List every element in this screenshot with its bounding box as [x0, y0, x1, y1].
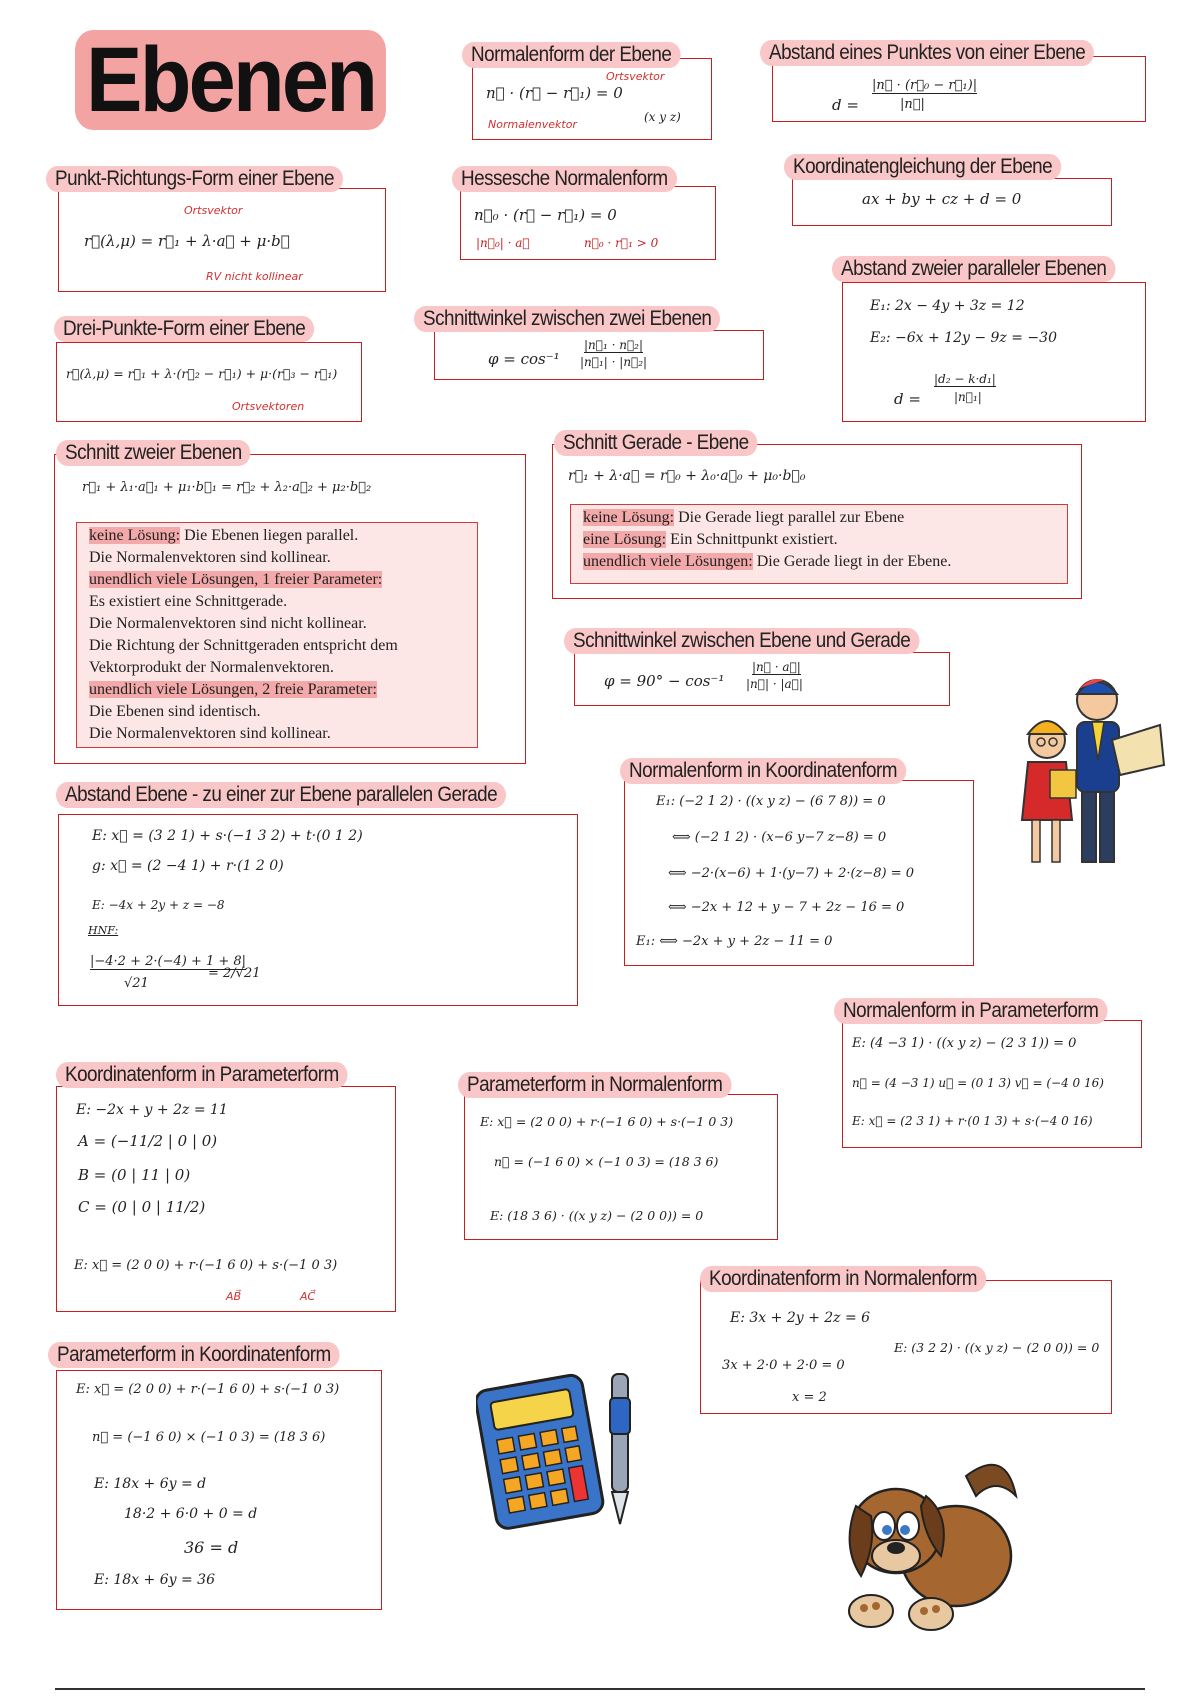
schnitt-gerade-cases — [570, 504, 1068, 584]
koordinatengleichung-formula: ax + by + cz + d = 0 — [862, 190, 1022, 208]
nf-kf-line-4: ⟺ −2x + 12 + y − 7 + 2z − 16 = 0 — [668, 900, 905, 915]
kf-nf-line-1: E: 3x + 2y + 2z = 6 — [730, 1310, 871, 1326]
abstand-punkt-title: Abstand eines Punktes von einer Ebene — [760, 40, 1094, 66]
schnittwinkel-ebenen-denominator: |n⃗₁| · |n⃗₂| — [580, 355, 648, 369]
kf-nf-line-2: 3x + 2·0 + 2·0 = 0 — [722, 1358, 845, 1373]
abstand-parallel-numerator: |d₂ − k·d₁| — [934, 372, 996, 386]
pf-kf-line-1: E: x⃗ = (2 0 0) + r·(−1 6 0) + s·(−1 0 3) — [76, 1382, 340, 1397]
nf-pf-line-1: E: (4 −3 1) · ((x y z) − (2 3 1)) = 0 — [852, 1036, 1077, 1051]
schnitt-ebenen-case-1: keine Lösung: Die Ebenen liegen parallel. — [89, 527, 359, 544]
normalenform-title: Normalenform der Ebene — [462, 42, 680, 68]
drei-punkte-box — [56, 342, 362, 422]
nf-pf-line-3: E: x⃗ = (2 3 1) + r·(0 1 3) + s·(−4 0 16) — [852, 1114, 1093, 1128]
normalenform-note-ortsvektor: Ortsvektor — [606, 70, 665, 83]
schnittwinkel-gerade-numerator: |n⃗ · a⃗| — [752, 660, 801, 674]
abstand-gerade-line-4: HNF: — [88, 924, 119, 937]
hessesche-sub1: |n⃗₀| · a⃗ — [476, 236, 530, 250]
kf-pf-title: Koordinatenform in Parameterform — [56, 1062, 348, 1088]
pf-kf-line-5: 36 = d — [184, 1538, 239, 1557]
schnitt-gerade-title: Schnitt Gerade - Ebene — [554, 430, 758, 456]
kf-pf-line-5: E: x⃗ = (2 0 0) + r·(−1 6 0) + s·(−1 0 3) — [74, 1258, 338, 1273]
abstand-gerade-line-3: E: −4x + 2y + z = −8 — [92, 898, 225, 912]
schnittwinkel-gerade-denominator: |n⃗| · |a⃗| — [746, 677, 803, 691]
schnitt-ebenen-case-2-detail-1: Es existiert eine Schnittgerade. — [89, 593, 288, 610]
pf-kf-line-2: n⃗ = (−1 6 0) × (−1 0 3) = (18 3 6) — [92, 1430, 326, 1445]
calculator-illustration — [476, 1364, 648, 1538]
abstand-punkt-denominator: |n⃗| — [900, 97, 925, 112]
kf-pf-line-4: C = (0 | 0 | 11/2) — [78, 1198, 206, 1216]
schnitt-ebenen-case-3-detail-2: Die Normalenvektoren sind kollinear. — [89, 725, 331, 742]
schnitt-gerade-case-3: unendlich viele Lösungen: Die Gerade liegt in der Ebene. — [583, 553, 952, 570]
page-title: Ebenen — [75, 30, 386, 130]
punkt-richtung-note-ortsvektor: Ortsvektor — [184, 204, 243, 217]
schnitt-ebenen-case-2-detail-3: Die Richtung der Schnittgeraden entspricht dem — [89, 637, 398, 654]
kf-nf-rhs: E: (3 2 2) · ((x y z) − (2 0 0)) = 0 — [894, 1340, 1100, 1355]
abstand-parallel-title: Abstand zweier paralleler Ebenen — [832, 256, 1115, 282]
abstand-gerade-denominator: √21 — [124, 976, 149, 991]
abstand-gerade-numerator: |−4·2 + 2·(−4) + 1 + 8| — [90, 954, 247, 969]
schnittwinkel-gerade-title: Schnittwinkel zwischen Ebene und Gerade — [564, 628, 919, 654]
schnitt-ebenen-title: Schnitt zweier Ebenen — [56, 440, 251, 466]
pf-kf-line-4: 18·2 + 6·0 + 0 = d — [124, 1506, 258, 1522]
hessesche-sub2: n⃗₀ · r⃗₁ > 0 — [584, 236, 659, 250]
kf-pf-line-1: E: −2x + y + 2z = 11 — [76, 1102, 228, 1118]
kf-pf-label-ab: AB⃗ — [226, 1290, 242, 1303]
nf-pf-title: Normalenform in Parameterform — [834, 998, 1107, 1024]
abstand-gerade-result: = 2/√21 — [208, 966, 261, 981]
nf-kf-title: Normalenform in Koordinatenform — [620, 758, 906, 784]
schnitt-ebenen-case-2-detail-4: Vektorprodukt der Normalenvektoren. — [89, 659, 334, 676]
hessesche-formula: n⃗₀ · (r⃗ − r⃗₁) = 0 — [474, 206, 617, 224]
construction-workers-illustration — [992, 670, 1172, 880]
kf-pf-label-ac: AC⃗ — [300, 1290, 316, 1303]
normalenform-vector: (x y z) — [644, 110, 681, 124]
schnitt-gerade-case-1: keine Lösung: Die Gerade liegt parallel zur Ebene — [583, 509, 905, 526]
schnitt-ebenen-cases — [76, 522, 478, 748]
schnitt-gerade-formula: r⃗₁ + λ·a⃗ = r⃗₀ + λ₀·a⃗₀ + μ₀·b⃗₀ — [568, 468, 806, 484]
schnittwinkel-gerade-lhs: φ = 90° − cos⁻¹ — [604, 672, 725, 690]
abstand-gerade-line-2: g: x⃗ = (2 −4 1) + r·(1 2 0) — [92, 858, 284, 874]
punkt-richtung-title: Punkt-Richtungs-Form einer Ebene — [46, 166, 343, 192]
schnitt-ebenen-case-1-detail: Die Normalenvektoren sind kollinear. — [89, 549, 331, 566]
schnitt-ebenen-case-2-detail-2: Die Normalenvektoren sind nicht kollinear. — [89, 615, 367, 632]
pf-kf-title: Parameterform in Koordinatenform — [48, 1342, 340, 1368]
normalenform-note-normalenvektor: Normalenvektor — [488, 118, 577, 131]
kf-pf-line-2: A = (−11/2 | 0 | 0) — [78, 1132, 218, 1150]
bottom-divider — [55, 1688, 1145, 1690]
schnitt-gerade-case-2: eine Lösung: Ein Schnittpunkt existiert. — [583, 531, 838, 548]
schnitt-ebenen-case-3-detail-1: Die Ebenen sind identisch. — [89, 703, 261, 720]
schnittwinkel-ebenen-title: Schnittwinkel zwischen zwei Ebenen — [414, 306, 720, 332]
pf-kf-line-6: E: 18x + 6y = 36 — [94, 1572, 215, 1588]
schnitt-ebenen-formula: r⃗₁ + λ₁·a⃗₁ + μ₁·b⃗₁ = r⃗₂ + λ₂·a⃗₂ + μ₂·b⃗₂ — [82, 480, 372, 495]
kf-nf-line-3: x = 2 — [792, 1390, 827, 1405]
nf-kf-line-3: ⟺ −2·(x−6) + 1·(y−7) + 2·(z−8) = 0 — [668, 866, 915, 881]
dog-illustration — [826, 1436, 1026, 1642]
nf-kf-line-2: ⟺ (−2 1 2) · (x−6 y−7 z−8) = 0 — [672, 830, 887, 845]
normalenform-formula: n⃗ · (r⃗ − r⃗₁) = 0 — [486, 84, 623, 102]
pf-kf-line-3: E: 18x + 6y = d — [94, 1476, 207, 1492]
nf-kf-line-1: E₁: (−2 1 2) · ((x y z) − (6 7 8)) = 0 — [656, 794, 886, 809]
abstand-punkt-numerator: |n⃗ · (r⃗₀ − r⃗₁)| — [872, 78, 978, 93]
kf-pf-line-3: B = (0 | 11 | 0) — [78, 1166, 191, 1184]
kf-nf-title: Koordinatenform in Normalenform — [700, 1266, 986, 1292]
pf-nf-line-1: E: x⃗ = (2 0 0) + r·(−1 6 0) + s·(−1 0 3) — [480, 1114, 734, 1129]
nf-kf-line-5: E₁: ⟺ −2x + y + 2z − 11 = 0 — [636, 934, 833, 949]
abstand-gerade-line-1: E: x⃗ = (3 2 1) + s·(−1 3 2) + t·(0 1 2) — [92, 828, 363, 844]
drei-punkte-title: Drei-Punkte-Form einer Ebene — [54, 316, 314, 342]
koordinatengleichung-title: Koordinatengleichung der Ebene — [784, 154, 1061, 180]
abstand-parallel-denominator: |n⃗₁| — [954, 390, 982, 404]
pf-nf-title: Parameterform in Normalenform — [458, 1072, 731, 1098]
abstand-parallel-e2: E₂: −6x + 12y − 9z = −30 — [870, 330, 1057, 346]
abstand-gerade-title: Abstand Ebene - zu einer zur Ebene parallelen Gerade — [56, 782, 506, 808]
pf-nf-line-3: E: (18 3 6) · ((x y z) − (2 0 0)) = 0 — [490, 1208, 704, 1223]
drei-punkte-note: Ortsvektoren — [232, 400, 305, 413]
schnittwinkel-ebenen-lhs: φ = cos⁻¹ — [488, 350, 560, 368]
abstand-parallel-d: d = — [894, 390, 921, 408]
schnittwinkel-ebenen-numerator: |n⃗₁ · n⃗₂| — [584, 338, 644, 352]
hessesche-title: Hessesche Normalenform — [452, 166, 677, 192]
pf-nf-line-2: n⃗ = (−1 6 0) × (−1 0 3) = (18 3 6) — [494, 1154, 719, 1169]
schnitt-ebenen-case-2: unendlich viele Lösungen, 1 freier Parameter: — [89, 571, 383, 588]
abstand-punkt-d: d = — [832, 96, 859, 114]
nf-pf-line-2: n⃗ = (4 −3 1) u⃗ = (0 1 3) v⃗ = (−4 0 16) — [852, 1076, 1104, 1090]
punkt-richtung-formula: r⃗(λ,μ) = r⃗₁ + λ·a⃗ + μ·b⃗ — [84, 232, 290, 250]
punkt-richtung-note-rv: RV nicht kollinear — [206, 270, 303, 283]
drei-punkte-formula: r⃗(λ,μ) = r⃗₁ + λ·(r⃗₂ − r⃗₁) + μ·(r⃗₃ − r⃗₁) — [66, 366, 338, 381]
abstand-parallel-e1: E₁: 2x − 4y + 3z = 12 — [870, 298, 1025, 314]
schnitt-ebenen-case-3: unendlich viele Lösungen, 2 freie Parameter: — [89, 681, 377, 698]
